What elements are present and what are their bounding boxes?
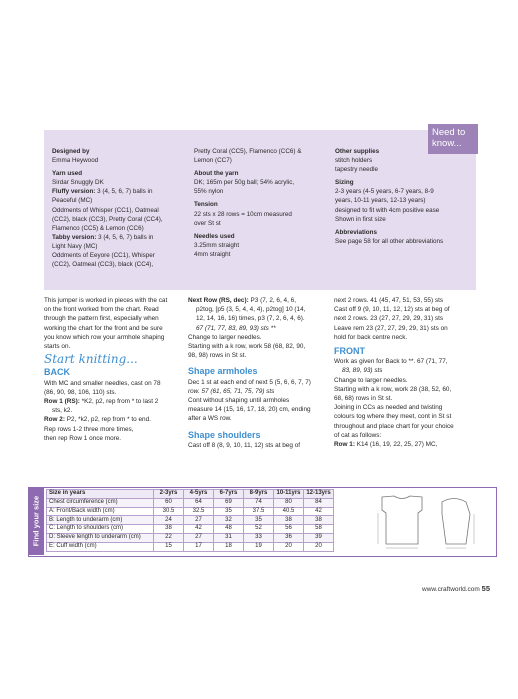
badge-line2: know... — [432, 138, 462, 149]
page-number: 55 — [481, 584, 490, 593]
pattern-line: of cat as follows: — [334, 431, 382, 439]
value-cell: 17 — [184, 542, 214, 551]
table-row — [47, 498, 334, 507]
pattern-line: Leave rem 23 (27, 27, 29, 29, 31) sts on — [334, 324, 448, 332]
table-row — [47, 525, 334, 534]
pattern-line: Cast off 9 (9, 10, 11, 12, 12) sts at beg of — [334, 306, 450, 314]
row2-line — [44, 415, 190, 424]
row-label-cell: A: Front/Back width (cm) — [47, 507, 154, 516]
sizing-line: Shown in first size — [335, 215, 386, 223]
value-cell: 2-3yrs — [154, 490, 184, 499]
pattern-line: Cont without shaping until armholes — [188, 397, 290, 405]
pattern-line: next 2 rows. 23 (27, 27, 29, 29, 31) sts — [334, 315, 444, 323]
value-cell: 38 — [154, 525, 184, 534]
value-cell: 60 — [154, 498, 184, 507]
value-cell: 15 — [154, 542, 184, 551]
about-yarn-line: DK; 165m per 50g ball; 54% acrylic, — [194, 179, 295, 187]
value-cell: 35 — [214, 507, 244, 516]
info-column-2 — [194, 147, 334, 259]
abbreviations-line: See page 58 for all other abbreviations — [335, 237, 444, 245]
badge-line1: Need to — [432, 127, 466, 138]
value-cell: 24 — [154, 516, 184, 525]
next-row-label: Next Row (RS, dec): — [188, 297, 249, 304]
value-cell: 80 — [274, 498, 304, 507]
intro-line: working the chart for the front and be sure — [44, 324, 163, 332]
next-row-text: P3 (7, 2, 6, 4, 6, — [248, 297, 296, 304]
value-cell: 10-11yrs — [274, 490, 304, 499]
fluffy-label: Fluffy version: — [52, 188, 96, 196]
pattern-line: Cast off 8 (8, 9, 10, 11, 12) sts at beg of — [188, 441, 301, 449]
value-cell: 69 — [214, 498, 244, 507]
tension-line: over St st — [194, 219, 221, 227]
supply-line: stitch holders — [335, 157, 373, 165]
value-cell: 64 — [184, 498, 214, 507]
pattern-line: Change to larger needles. — [334, 376, 408, 384]
footer-site: www.craftworld.com — [422, 586, 480, 593]
yarn-line: Light Navy (MC) — [52, 242, 98, 250]
designed-by-heading: Designed by — [52, 148, 90, 155]
row2-label: Row 2: — [44, 416, 65, 424]
row1-text: *K2, p2, rep from * to last 2 — [79, 398, 159, 406]
value-cell: 58 — [304, 525, 334, 534]
value-cell: 20 — [304, 542, 334, 551]
intro-line: through the pattern first, especially when — [44, 315, 159, 323]
size-table — [46, 489, 334, 552]
pattern-line: Starting with a k row, work 28 (38, 52, 60, — [334, 385, 452, 393]
pattern-line: (86, 90, 98, 106, 110) sts. — [44, 388, 117, 396]
value-cell: 56 — [274, 525, 304, 534]
supply-line: tapestry needle — [335, 166, 379, 174]
row-label-cell: B: Length to underarm (cm) — [47, 516, 154, 525]
value-cell: 8-9yrs — [244, 490, 274, 499]
yarn-heading: Yarn used — [52, 170, 83, 178]
pattern-line: With MC and smaller needles, cast on 78 — [44, 379, 161, 387]
value-cell: 12-13yrs — [304, 490, 334, 499]
fluffy-line — [52, 187, 192, 196]
value-cell: 4-5yrs — [184, 490, 214, 499]
row2-text: P2, *k2, p2, rep from * to end. — [64, 416, 151, 424]
value-cell: 32.5 — [184, 507, 214, 516]
row-label-cell: D: Sleeve length to underarm (cm) — [47, 533, 154, 542]
pattern-line: hold for back centre neck. — [334, 333, 408, 341]
table-row — [47, 507, 334, 516]
yarn-name: Sirdar Snuggly DK — [52, 179, 104, 187]
fluffy-text: 3 (4, 5, 6, 7) balls in — [95, 188, 153, 196]
row-label-cell: E: Cuff width (cm) — [47, 542, 154, 551]
sizing-heading: Sizing — [335, 179, 354, 187]
front-heading: FRONT — [334, 346, 365, 357]
table-row — [47, 516, 334, 525]
pattern-line: measure 14 (15, 16, 17, 18, 20) cm, ending — [188, 406, 311, 414]
intro-line: This jumper is worked in pieces with the cat — [44, 297, 168, 304]
front-row1-text: K14 (16, 19, 22, 25, 27) MC, — [354, 441, 438, 449]
other-supplies-heading: Other supplies — [335, 148, 380, 155]
pattern-line: then rep Row 1 once more. — [44, 434, 122, 442]
pattern-line: Rep rows 1-2 three more times, — [44, 425, 134, 433]
row1-label: Row 1 (RS): — [44, 398, 80, 406]
about-yarn-line: 55% nylon — [194, 188, 224, 196]
sleeve-piece-outline — [442, 499, 470, 545]
yarn-line: (CC2), black (CC3), Pretty Coral (CC4), — [52, 215, 163, 223]
value-cell: 33 — [244, 533, 274, 542]
value-cell: 37.5 — [244, 507, 274, 516]
designer-name: Emma Heywood — [52, 157, 99, 165]
about-yarn-heading: About the yarn — [194, 170, 239, 178]
find-your-size-tab — [28, 487, 44, 555]
row-label-cell: C: Length to shoulders (cm) — [47, 525, 154, 534]
body-column-3 — [334, 296, 480, 449]
value-cell: 52 — [244, 525, 274, 534]
find-your-size-label: Find your size — [31, 495, 41, 547]
intro-line: starts on. — [44, 343, 71, 351]
tabby-text: 3 (4, 5, 6, 7) balls in — [96, 233, 154, 241]
value-cell: 84 — [304, 498, 334, 507]
value-cell: 30.5 — [154, 507, 184, 516]
intro-line: on the front worked from the chart. Read — [44, 306, 159, 314]
shape-shoulders-heading: Shape shoulders — [188, 429, 261, 440]
yarn-line: (CC2), Oatmeal (CC3), black (CC4), — [52, 261, 154, 269]
garment-outline — [382, 496, 470, 544]
value-cell: 42 — [304, 507, 334, 516]
pattern-line: 98, 98) rows in St st. — [188, 352, 247, 360]
table-row — [47, 542, 334, 551]
yarn-line: Oddments of Eeyore (CC1), Whisper — [52, 252, 155, 260]
pattern-line: 67 (71, 77, 83, 89, 93) sts ** — [196, 324, 276, 332]
info-column-1 — [52, 147, 192, 269]
row-label-cell: Size in years — [47, 490, 154, 499]
pattern-line: colours tog where they meet, cont in St st — [334, 413, 452, 421]
pattern-line: Work as given for Back to **. 67 (71, 77, — [334, 358, 448, 366]
front-row1-label: Row 1: — [334, 441, 355, 449]
tabby-line — [52, 233, 192, 242]
pattern-line: row. 57 (61, 65, 71, 75, 79) sts — [188, 387, 275, 395]
pattern-line: after a WS row. — [188, 415, 232, 423]
yarn-line: Oddments of Whisper (CC1), Oatmeal — [52, 206, 159, 214]
tension-heading: Tension — [194, 201, 218, 209]
value-cell: 20 — [274, 542, 304, 551]
value-cell: 42 — [184, 525, 214, 534]
pattern-line: 12, 14, 16, 16) times, p3 (7, 2, 6, 4, 6). — [196, 315, 305, 323]
table-header-row — [47, 490, 334, 499]
body-piece-outline — [382, 496, 422, 544]
row1-line — [44, 397, 190, 406]
value-cell: 40.5 — [274, 507, 304, 516]
info-column-3 — [335, 147, 473, 246]
pattern-line: Change to larger needles. — [188, 333, 262, 341]
sizing-line: years, 10-11 years, 12-13 years) — [335, 197, 426, 205]
pattern-line: 68, 68) rows in St st. — [334, 395, 393, 403]
value-cell: 38 — [304, 516, 334, 525]
value-cell: 39 — [304, 533, 334, 542]
value-cell: 32 — [214, 516, 244, 525]
body-column-1 — [44, 296, 190, 443]
yarn-line: Flamenco (CC5) & Lemon (CC6) — [52, 224, 144, 232]
value-cell: 74 — [244, 498, 274, 507]
measure-lines — [378, 513, 474, 548]
tension-line: 22 sts x 28 rows = 10cm measured — [194, 210, 292, 218]
value-cell: 22 — [154, 533, 184, 542]
sizing-line: 2-3 years (4-5 years, 6-7 years, 8-9 — [335, 188, 434, 196]
yarn-line: Pretty Coral (CC5), Flamenco (CC6) & — [194, 148, 302, 155]
value-cell: 31 — [214, 533, 244, 542]
page-footer — [422, 584, 490, 593]
pattern-line: p2tog, [p5 (3, 5, 4, 4, 4), p2tog] 10 (14, — [196, 306, 306, 314]
needles-heading: Needles used — [194, 232, 235, 240]
sizing-line: designed to fit with 4cm positive ease — [335, 206, 440, 214]
pattern-line: Dec 1 st at each end of next 5 (5, 6, 6, 7, 7) — [188, 378, 311, 386]
value-cell: 36 — [274, 533, 304, 542]
pattern-line: 83, 89, 93) sts — [342, 367, 383, 375]
pattern-line: throughout and place chart for your choice — [334, 422, 454, 430]
intro-line: you know which row your armhole shaping — [44, 333, 165, 341]
pattern-line: next 2 rows. 41 (45, 47, 51, 53, 55) sts — [334, 297, 444, 304]
body-column-2 — [188, 296, 334, 450]
value-cell: 6-7yrs — [214, 490, 244, 499]
abbreviations-heading: Abbreviations — [335, 228, 377, 236]
shape-armholes-heading: Shape armholes — [188, 366, 258, 377]
yarn-line: Peaceful (MC) — [52, 197, 93, 205]
value-cell: 38 — [274, 516, 304, 525]
row-label-cell: Chest circumference (cm) — [47, 498, 154, 507]
value-cell: 19 — [244, 542, 274, 551]
pattern-line: sts, k2. — [52, 407, 73, 415]
next-row-line — [188, 296, 334, 305]
value-cell: 48 — [214, 525, 244, 534]
value-cell: 18 — [214, 542, 244, 551]
pattern-line: Joining in CCs as needed and twisting — [334, 404, 443, 412]
needles-line: 3.25mm straight — [194, 241, 240, 249]
yarn-line: Lemon (CC7) — [194, 157, 232, 165]
value-cell: 27 — [184, 533, 214, 542]
value-cell: 27 — [184, 516, 214, 525]
pattern-line: Starting with a k row, work 58 (68, 82, 90, — [188, 343, 306, 351]
back-heading: BACK — [44, 367, 70, 378]
tabby-label: Tabby version: — [52, 233, 97, 241]
start-knitting-heading: Start knitting... — [44, 352, 138, 367]
value-cell: 35 — [244, 516, 274, 525]
front-row1-line — [334, 440, 480, 449]
garment-diagram — [372, 492, 490, 554]
needles-line: 4mm straight — [194, 250, 231, 258]
table-row — [47, 533, 334, 542]
